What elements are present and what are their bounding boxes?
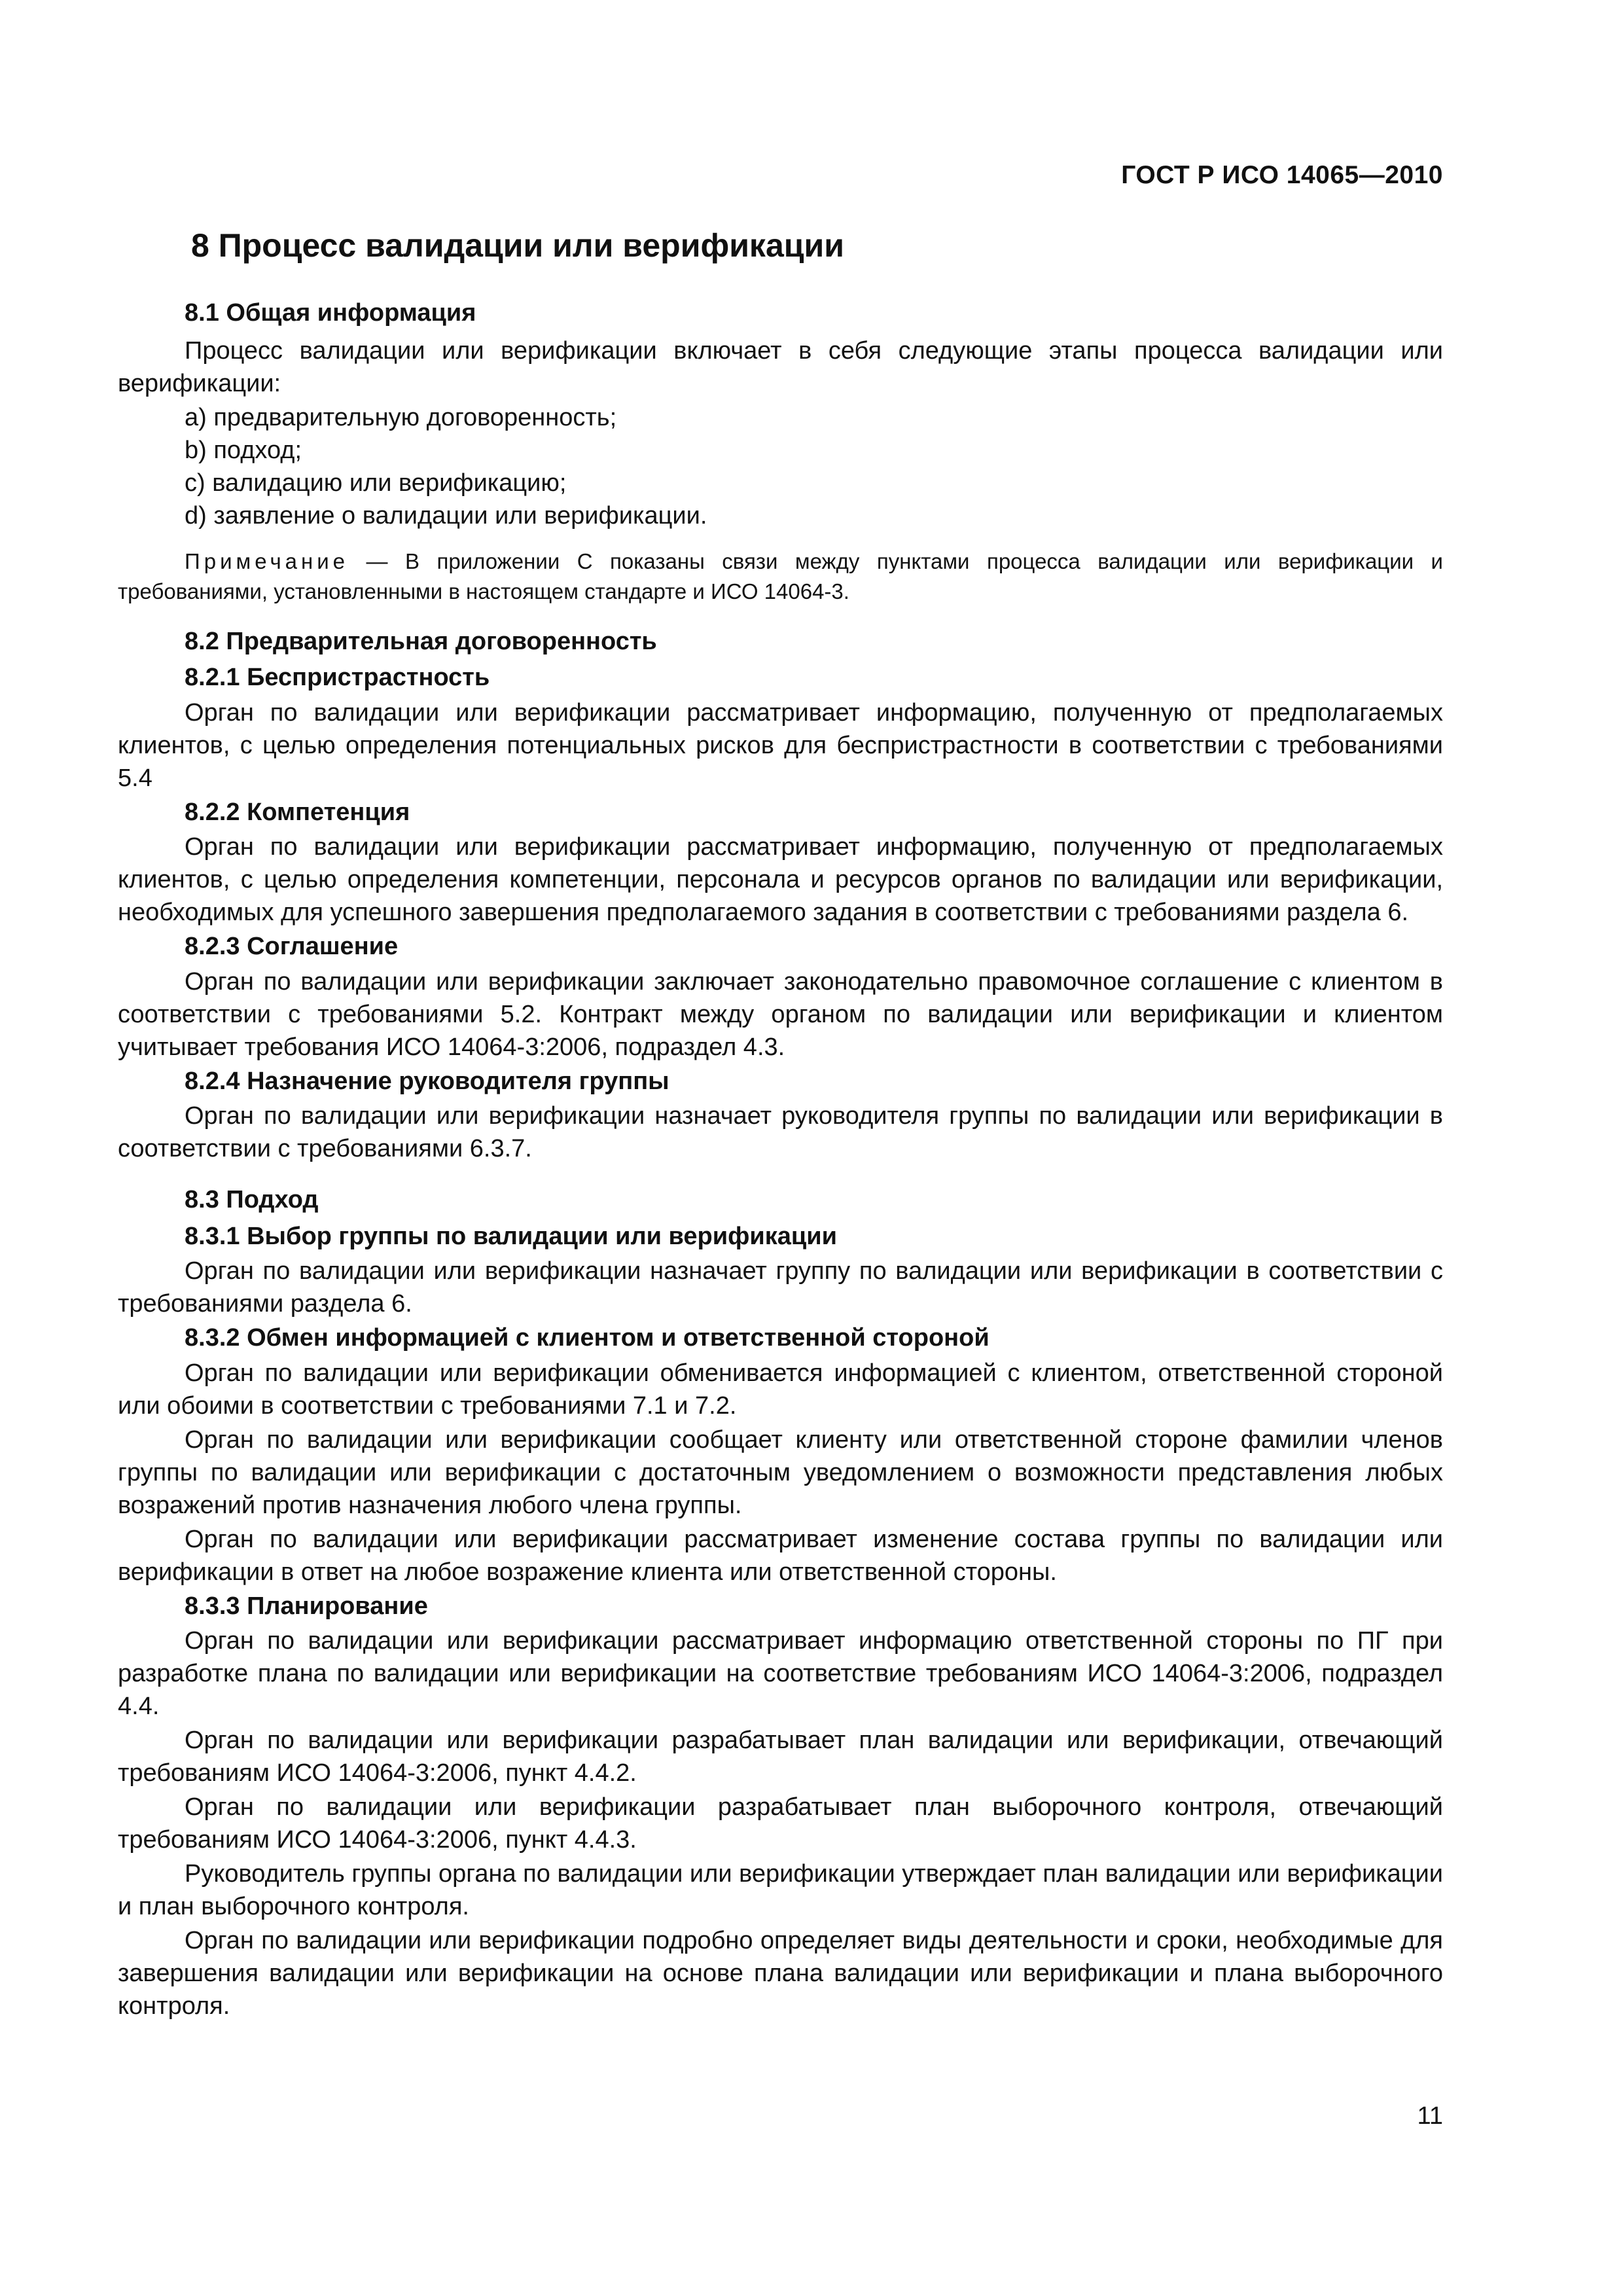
section-8-1-intro: Процесс валидации или верификации включает в себя следующие этапы процесса валидации или верификации: (118, 336, 1443, 397)
section-8-3-2-paragraph-3: Орган по валидации или верификации рассматривает изменение состава группы по валидации или верификации в ответ на любое возражение клиента или ответственной стороны. (118, 1525, 1443, 1586)
section-8-2-3-text: Орган по валидации или верификации заключает законодательно правомочное соглашение с клиентом в соответствии с требованиями 5.2. Контракт между органом по валидации или верификации и клиентом учитывает требования ИСО 14064-3:2006, подраздел 4.3. (118, 967, 1443, 1061)
section-8-2-4-title: 8.2.4 Назначение руководителя группы (185, 1067, 669, 1095)
section-8-2-title: 8.2 Предварительная договоренность (185, 627, 657, 655)
list-item-c: c) валидацию или верификацию; (185, 469, 567, 497)
note (118, 547, 1443, 607)
list-item-d: d) заявление о валидации или верификации. (185, 501, 707, 529)
section-8-3-3-paragraph-1: Орган по валидации или верификации рассматривает информацию ответственной стороны по ПГ при разработке плана по валидации или верификации на соответствие требованиям ИСО 14064-3:2006, подраздел 4.4. (118, 1627, 1443, 1720)
page-number: 11 (1417, 2102, 1443, 2130)
section-8-2-1-title: 8.2.1 Беспристрастность (185, 664, 490, 691)
section-8-3-2-paragraph-2: Орган по валидации или верификации сообщает клиенту или ответственной стороне фамилии членов группы по валидации или верификации с достаточным уведомлением о возможности представления любых возражений против назначения любого члена группы. (118, 1426, 1443, 1519)
document-code: ГОСТ Р ИСО 14065—2010 (1121, 161, 1443, 189)
section-8-3-2-title: 8.3.2 Обмен информацией с клиентом и ответственной стороной (185, 1324, 990, 1352)
section-8-2-2-text: Орган по валидации или верификации рассматривает информацию, полученную от предполагаемых клиентов, с целью определения компетенции, персонала и ресурсов органов по валидации или верификации, необходимых для успешного завершения предполагаемого задания в соответствии с требованиями раздела 6. (118, 833, 1443, 926)
section-8-3-2-paragraph-1: Орган по валидации или верификации обменивается информацией с клиентом, ответственной стороной или обоими в соответствии с требованиями 7.1 и 7.2. (118, 1359, 1443, 1420)
section-8-3-title: 8.3 Подход (185, 1186, 319, 1213)
section-8-3-1-text: Орган по валидации или верификации назначает группу по валидации или верификации в соответствии с требованиями раздела 6. (118, 1257, 1443, 1318)
section-8-3-3-title: 8.3.3 Планирование (185, 1592, 428, 1620)
section-8-2-2-title: 8.2.2 Компетенция (185, 798, 410, 826)
list-item-b: b) подход; (185, 436, 302, 464)
note-text: — В приложении С показаны связи между пунктами процесса валидации или верификации и требованиями, установленными в настоящем стандарте и ИСО 14064-3. (118, 548, 1443, 603)
document-page (118, 0, 1443, 2296)
section-8-2-4-text: Орган по валидации или верификации назначает руководителя группы по валидации или верификации в соответствии с требованиями 6.3.7. (118, 1102, 1443, 1162)
section-8-1-title: 8.1 Общая информация (185, 299, 476, 327)
list-item-a: a) предварительную договоренность; (185, 403, 617, 431)
section-8-title: 8 Процесс валидации или верификации (191, 227, 844, 264)
document-body (118, 226, 1443, 2024)
note-label: Примечание (185, 548, 349, 573)
section-8-3-3-paragraph-2: Орган по валидации или верификации разрабатывает план валидации или верификации, отвечающий требованиям ИСО 14064-3:2006, пункт 4.4.2. (118, 1727, 1443, 1787)
section-8-3-3-paragraph-5: Орган по валидации или верификации подробно определяет виды деятельности и сроки, необходимые для завершения валидации или верификации на основе плана валидации или верификации и плана выборочного контроля. (118, 1927, 1443, 2020)
section-8-2-1-text: Орган по валидации или верификации рассматривает информацию, полученную от предполагаемых клиентов, с целью определения потенциальных рисков для беспристрастности в соответствии с требованиями 5.4 (118, 698, 1443, 792)
section-8-3-3-paragraph-3: Орган по валидации или верификации разрабатывает план выборочного контроля, отвечающий требованиям ИСО 14064-3:2006, пункт 4.4.3. (118, 1793, 1443, 1854)
section-8-3-3-paragraph-4: Руководитель группы органа по валидации или верификации утверждает план валидации или верификации и план выборочного контроля. (118, 1860, 1443, 1920)
section-8-2-3-title: 8.2.3 Соглашение (185, 933, 399, 960)
section-8-3-1-title: 8.3.1 Выбор группы по валидации или верификации (185, 1222, 837, 1250)
